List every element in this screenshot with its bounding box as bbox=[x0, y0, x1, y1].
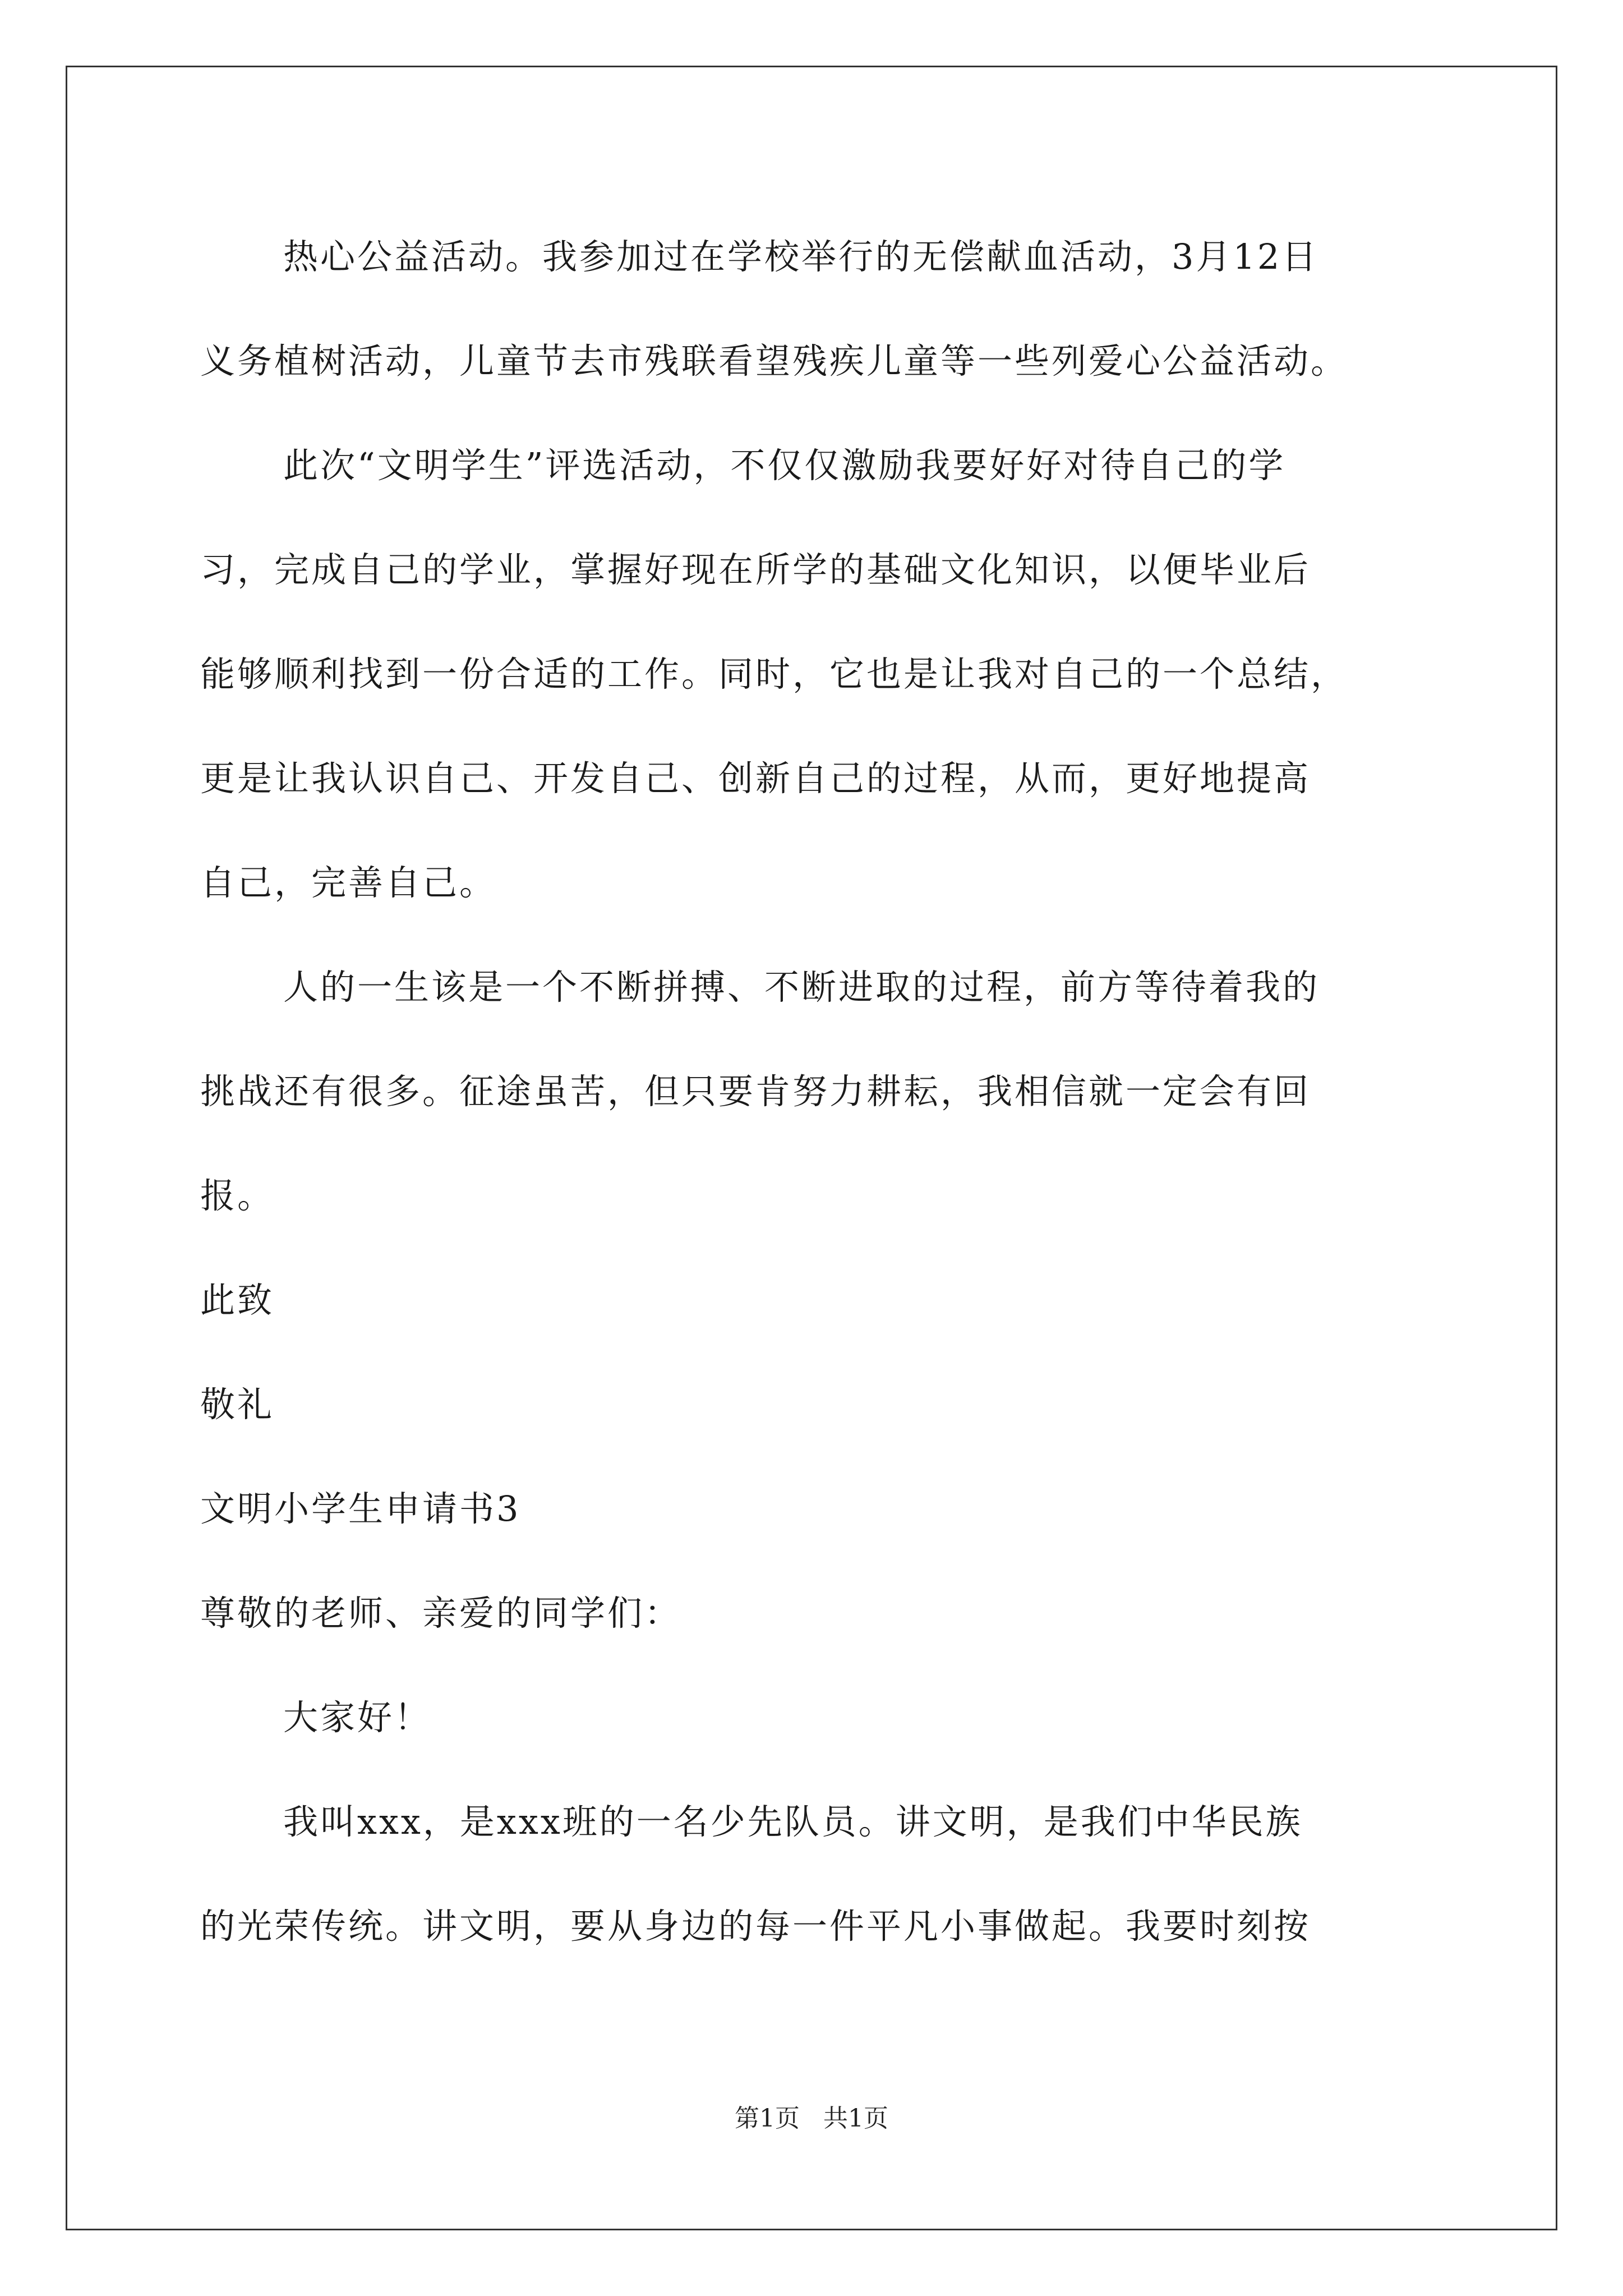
greeting-hello: 大家好！ bbox=[283, 1697, 432, 1738]
paragraph-line: 挑战还有很多。征途虽苦，但只要肯努力耕耘，我相信就一定会有回 bbox=[200, 1071, 1311, 1112]
paragraph-line: 我叫xxx，是xxx班的一名少先队员。讲文明，是我们中华民族 bbox=[283, 1801, 1303, 1842]
paragraph-line: 的光荣传统。讲文明，要从身边的每一件平凡小事做起。我要时刻按 bbox=[200, 1906, 1311, 1947]
paragraph-line: 热心公益活动。我参加过在学校举行的无偿献血活动，3月12日 bbox=[283, 236, 1319, 277]
closing-salutation: 此致 bbox=[200, 1280, 275, 1320]
paragraph-line: 报。 bbox=[200, 1175, 275, 1216]
page-footer bbox=[0, 2098, 1623, 2134]
paragraph-line: 义务植树活动，儿童节去市残联看望残疾儿童等一些列爱心公益活动。 bbox=[200, 341, 1348, 381]
paragraph-line: 此次“文明学生”评选活动，不仅仅激励我要好好对待自己的学 bbox=[283, 445, 1286, 486]
page-total: 共1页 bbox=[823, 2104, 888, 2133]
paragraph-line: 自己，完善自己。 bbox=[200, 862, 497, 903]
greeting-line: 尊敬的老师、亲爱的同学们： bbox=[200, 1593, 682, 1634]
page-number: 第1页 bbox=[735, 2104, 800, 2133]
paragraph-line: 人的一生该是一个不断拼搏、不断进取的过程，前方等待着我的 bbox=[283, 967, 1320, 1007]
paragraph-line: 更是让我认识自己、开发自己、创新自己的过程，从而，更好地提高 bbox=[200, 758, 1311, 799]
paragraph-line: 能够顺利找到一份合适的工作。同时，它也是让我对自己的一个总结， bbox=[200, 654, 1348, 694]
closing-regards: 敬礼 bbox=[200, 1384, 275, 1425]
section-title: 文明小学生申请书3 bbox=[200, 1488, 521, 1529]
document-body bbox=[200, 205, 1434, 1978]
paragraph-line: 习，完成自己的学业，掌握好现在所学的基础文化知识，以便毕业后 bbox=[200, 549, 1311, 590]
